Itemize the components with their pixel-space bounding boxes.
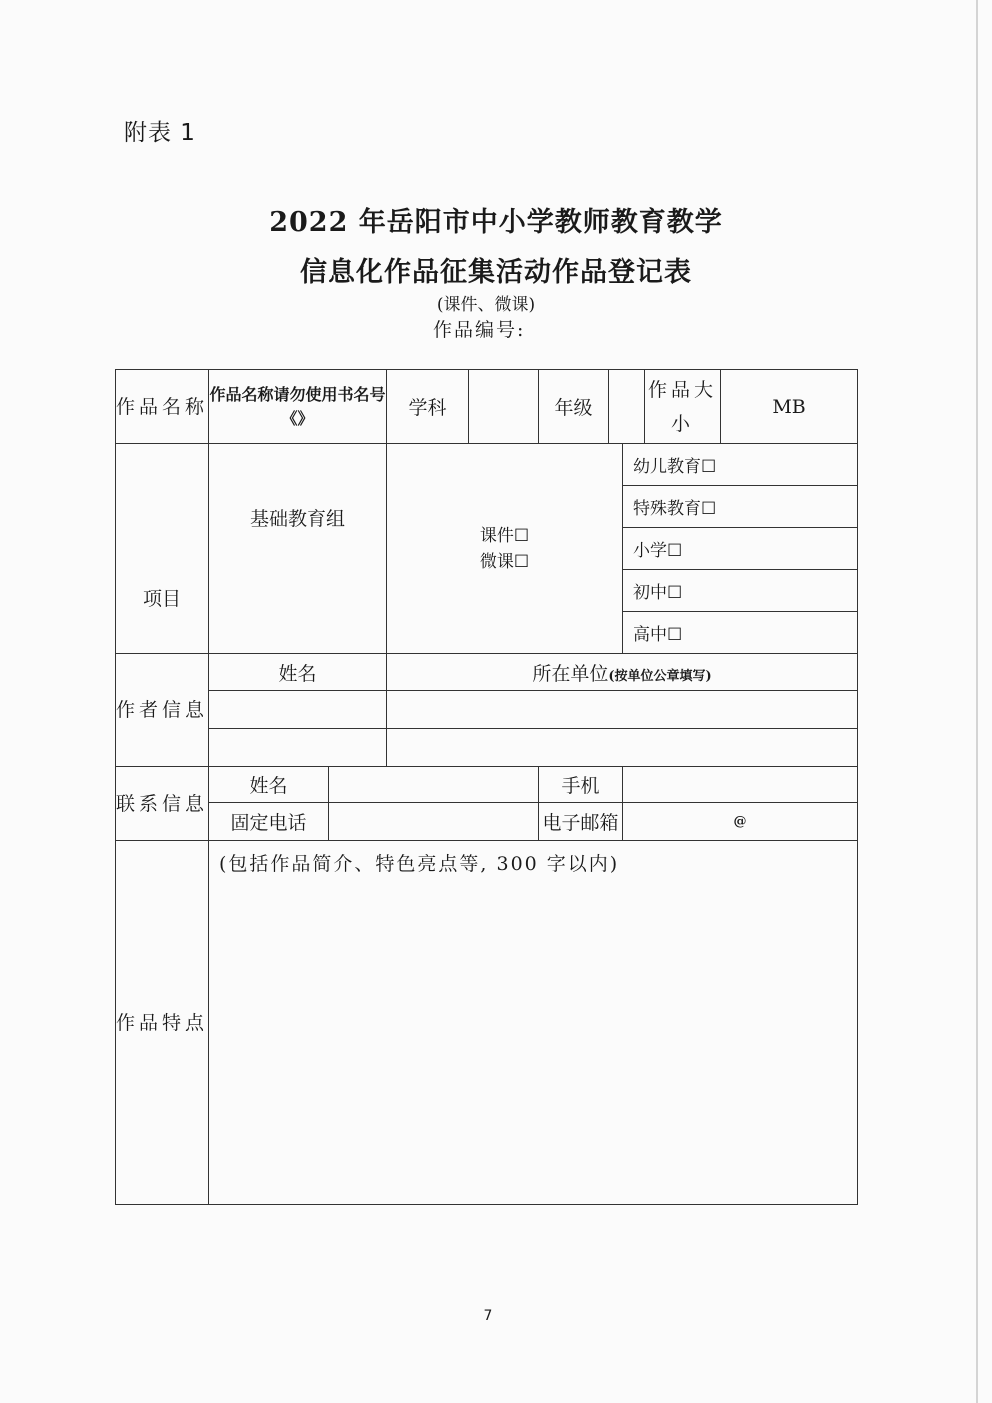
project-group: 基础教育组 (209, 444, 387, 654)
level-junior-checkbox[interactable]: 初中☐ (623, 570, 858, 612)
landline-field[interactable] (329, 803, 539, 841)
author-unit-header (387, 654, 858, 691)
project-type-cell (387, 444, 623, 654)
email-label: 电子邮箱 (539, 803, 623, 841)
mobile-label: 手机 (539, 767, 623, 803)
author-unit-field-1[interactable] (387, 691, 858, 729)
author-name-field-2[interactable] (209, 729, 387, 767)
work-size-unit: MB (721, 370, 858, 444)
registration-form-table (115, 369, 858, 1205)
form-subtitle: (课件、微课) (436, 295, 536, 315)
grade-label: 年级 (539, 370, 609, 444)
work-number-label: 作品编号: (433, 319, 526, 341)
author-unit-field-2[interactable] (387, 729, 858, 767)
level-special-checkbox[interactable]: 特殊教育☐ (623, 486, 858, 528)
level-primary-checkbox[interactable]: 小学☐ (623, 528, 858, 570)
work-name-hint: 作品名称请勿使用书名号《》 (209, 370, 387, 444)
form-title-line1: 2022 年岳阳市中小学教师教育教学 (269, 207, 723, 238)
annex-label: 附表 1 (124, 120, 196, 146)
email-field[interactable]: @ (623, 803, 858, 841)
grade-field[interactable] (609, 370, 645, 444)
contact-name-label: 姓名 (209, 767, 329, 803)
form-title-line2: 信息化作品征集活动作品登记表 (300, 257, 692, 288)
author-unit-note: (按单位公章填写) (608, 668, 712, 684)
work-features-field[interactable]: (包括作品简介、特色亮点等, 300 字以内) (209, 841, 858, 1205)
work-name-label: 作品名称 (116, 370, 209, 444)
mobile-field[interactable] (623, 767, 858, 803)
level-senior-checkbox[interactable]: 高中☐ (623, 612, 858, 654)
project-label: 项目 (116, 444, 209, 654)
author-unit-label: 所在单位 (532, 662, 609, 685)
work-size-label: 作品大小 (645, 370, 721, 444)
landline-label: 固定电话 (209, 803, 329, 841)
author-name-field-1[interactable] (209, 691, 387, 729)
subject-label: 学科 (387, 370, 469, 444)
microlesson-checkbox[interactable]: 微课☐ (479, 551, 530, 572)
level-preschool-checkbox[interactable]: 幼儿教育☐ (623, 444, 858, 486)
contact-info-label: 联系信息 (116, 767, 209, 841)
author-info-label: 作者信息 (116, 654, 209, 767)
work-features-label: 作品特点 (116, 841, 209, 1205)
author-name-header: 姓名 (209, 654, 387, 691)
page-number: 7 (483, 1308, 493, 1324)
courseware-checkbox[interactable]: 课件☐ (479, 525, 530, 546)
contact-name-field[interactable] (329, 767, 539, 803)
subject-field[interactable] (469, 370, 539, 444)
